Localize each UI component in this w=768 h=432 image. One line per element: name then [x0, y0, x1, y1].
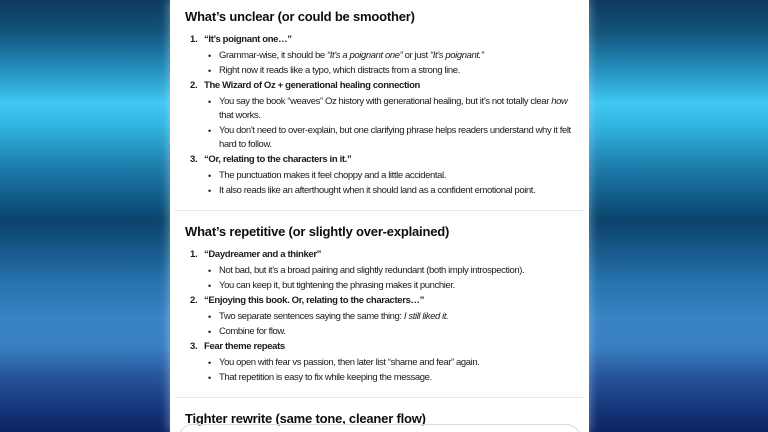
bullet-item — [185, 356, 574, 370]
bullet-item — [185, 325, 574, 339]
message-section — [185, 224, 574, 385]
bullet-item — [185, 95, 574, 123]
section-heading: What’s repetitive (or slightly over-explained) — [185, 224, 450, 239]
item-number: 1. — [190, 34, 198, 45]
bullet-text — [219, 49, 574, 63]
text-run: or just — [402, 50, 430, 61]
bullet-item — [185, 124, 574, 152]
bullet-dot-icon: • — [208, 266, 212, 276]
item-title: Fear theme repeats — [204, 341, 285, 352]
bullet-item — [185, 64, 574, 78]
text-run: Combine for flow. — [219, 326, 286, 337]
text-run: That repetition is easy to fix while keeping the message. — [219, 372, 432, 383]
bullet-text — [219, 310, 574, 324]
bullet-dot-icon: • — [208, 373, 212, 383]
item-number: 1. — [190, 249, 198, 260]
text-run: Right now it reads like a typo, which distracts from a strong line. — [219, 65, 460, 76]
section-divider — [175, 397, 584, 398]
numbered-item — [185, 248, 574, 262]
bullet-text — [219, 325, 574, 339]
bullet-item — [185, 264, 574, 278]
text-run: You open with fear vs passion, then later list “shame and fear” again. — [219, 357, 480, 368]
text-run: Grammar-wise, it should be — [219, 50, 327, 61]
item-title: “Daydreamer and a thinker” — [204, 249, 322, 260]
item-number: 2. — [190, 80, 198, 91]
item-title: “Enjoying this book. Or, relating to the characters…” — [204, 295, 425, 306]
bullet-dot-icon: • — [208, 186, 212, 196]
bullet-item — [185, 169, 574, 183]
item-title: “Or, relating to the characters in it.” — [204, 154, 352, 165]
bullet-dot-icon: • — [208, 126, 212, 136]
message-section — [185, 9, 574, 198]
section-heading: What’s unclear (or could be smoother) — [185, 9, 415, 24]
bullet-text — [219, 371, 574, 385]
text-run: Not bad, but it’s a broad pairing and slightly redundant (both imply introspection). — [219, 265, 525, 276]
bullet-item — [185, 371, 574, 385]
numbered-item — [185, 79, 574, 93]
item-title: “It’s poignant one…” — [204, 34, 292, 45]
item-number: 2. — [190, 295, 198, 306]
text-run: You don’t need to over-explain, but one clarifying phrase helps readers understand why it felt hard to follow. — [219, 125, 571, 150]
text-run: The punctuation makes it feel choppy and a little accidental. — [219, 170, 446, 181]
section-heading: Tighter rewrite (same tone, cleaner flow) — [185, 411, 426, 426]
item-title: The Wizard of Oz + generational healing connection — [204, 80, 420, 91]
chat-panel — [170, 0, 589, 432]
bullet-item — [185, 279, 574, 293]
bullet-text — [219, 64, 574, 78]
bullet-item — [185, 49, 574, 63]
numbered-item — [185, 153, 574, 167]
bullet-text — [219, 95, 574, 123]
bullet-text — [219, 279, 574, 293]
numbered-item — [185, 33, 574, 47]
bullet-dot-icon: • — [208, 97, 212, 107]
text-run: Two separate sentences saying the same thing: — [219, 311, 404, 322]
text-run: “It’s poignant.” — [429, 50, 484, 61]
bullet-dot-icon: • — [208, 281, 212, 291]
bullet-dot-icon: • — [208, 358, 212, 368]
bullet-dot-icon: • — [208, 327, 212, 337]
bullet-dot-icon: • — [208, 51, 212, 61]
text-run: I still liked it. — [403, 311, 449, 322]
bullet-text — [219, 124, 574, 152]
text-run: that works. — [219, 110, 261, 121]
text-run: how — [551, 96, 568, 107]
composer[interactable] — [178, 424, 581, 432]
bullet-item — [185, 310, 574, 324]
bullet-text — [219, 184, 574, 198]
numbered-item — [185, 294, 574, 308]
bullet-dot-icon: • — [208, 312, 212, 322]
numbered-item — [185, 340, 574, 354]
item-number: 3. — [190, 341, 198, 352]
bullet-dot-icon: • — [208, 171, 212, 181]
text-run: It also reads like an afterthought when it should land as a confident emotional point. — [219, 185, 536, 196]
bullet-item — [185, 184, 574, 198]
text-run: “It’s a poignant one” — [327, 50, 403, 61]
assistant-message — [170, 0, 589, 432]
bullet-text — [219, 264, 574, 278]
item-number: 3. — [190, 154, 198, 165]
section-divider — [175, 210, 584, 211]
bullet-text — [219, 356, 574, 370]
text-run: You can keep it, but tightening the phrasing makes it punchier. — [219, 280, 455, 291]
text-run: You say the book “weaves” Oz history with generational healing, but it’s not totally clear — [219, 96, 552, 107]
bullet-dot-icon: • — [208, 66, 212, 76]
bullet-text — [219, 169, 574, 183]
